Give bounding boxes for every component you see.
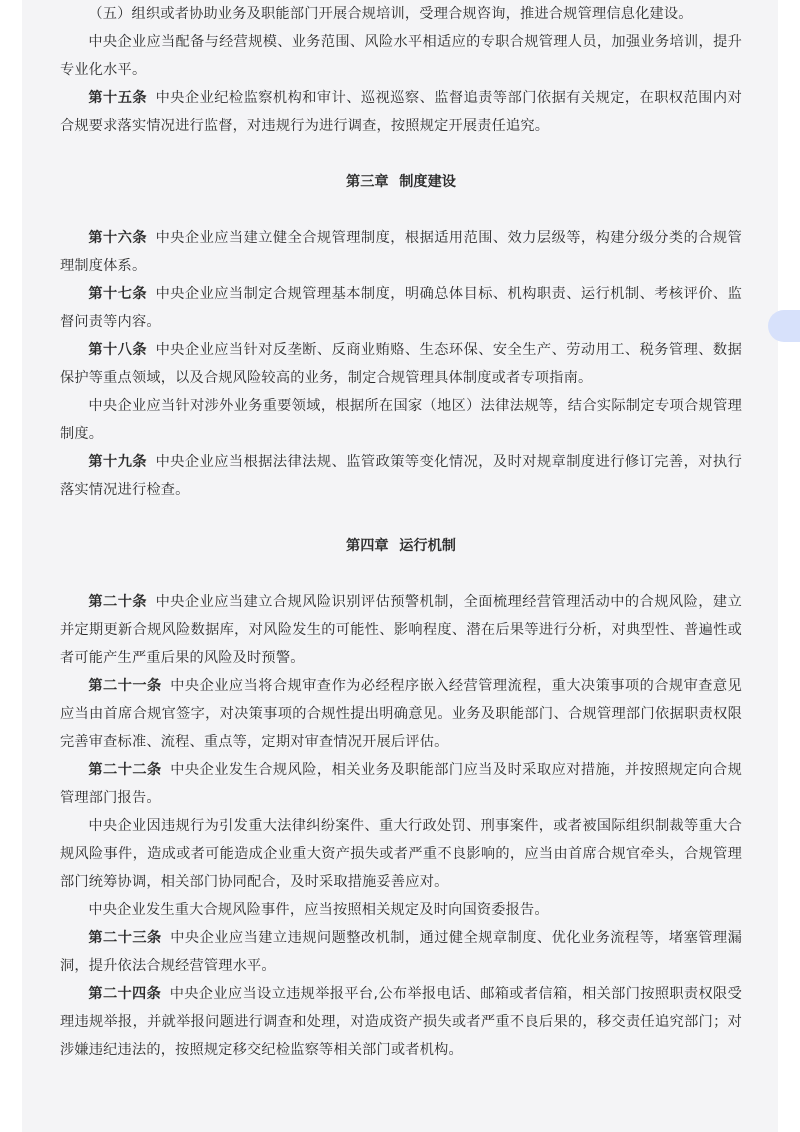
paragraph-text: 中央企业发生合规风险，相关业务及职能部门应当及时采取应对措施，并按照规定向合规管理部门报告。 bbox=[60, 762, 742, 806]
article-paragraph bbox=[60, 980, 742, 1064]
article-number: 第十五条 bbox=[88, 90, 148, 106]
article-paragraph bbox=[60, 588, 742, 672]
side-float-tab[interactable] bbox=[768, 310, 800, 342]
body-paragraph bbox=[60, 392, 742, 448]
paragraph-text: 中央企业应当设立违规举报平台,公布举报电话、邮箱或者信箱，相关部门按照职责权限受理违规举报，并就举报问题进行调查和处理，对造成资产损失或者严重不良后果的，移交责任追究部门；对涉嫌违纪违法的，按照规定移交纪检监察等相关部门或者机构。 bbox=[60, 986, 742, 1058]
paragraph-text: 中央企业应当建立违规问题整改机制，通过健全规章制度、优化业务流程等，堵塞管理漏洞，提升依法合规经营管理水平。 bbox=[60, 930, 742, 974]
chapter-number: 第四章 bbox=[346, 538, 389, 554]
article-number: 第二十一条 bbox=[88, 678, 162, 694]
body-paragraph bbox=[60, 0, 742, 28]
article-number: 第十九条 bbox=[88, 454, 148, 470]
paragraph-text: 中央企业应当将合规审查作为必经程序嵌入经营管理流程，重大决策事项的合规审查意见应当由首席合规官签字，对决策事项的合规性提出明确意见。业务及职能部门、合规管理部门依据职责权限完善审查标准、流程、重点等，定期对审查情况开展后评估。 bbox=[60, 678, 742, 750]
document-page bbox=[22, 0, 778, 1132]
article-paragraph bbox=[60, 280, 742, 336]
body-paragraph bbox=[60, 896, 742, 924]
paragraph-text: 中央企业应当建立合规风险识别评估预警机制，全面梳理经营管理活动中的合规风险，建立并定期更新合规风险数据库，对风险发生的可能性、影响程度、潜在后果等进行分析，对典型性、普遍性或者可能产生严重后果的风险及时预警。 bbox=[60, 594, 742, 666]
paragraph-text: 中央企业应当针对涉外业务重要领域，根据所在国家（地区）法律法规等，结合实际制定专项合规管理制度。 bbox=[60, 398, 742, 442]
body-paragraph bbox=[60, 812, 742, 896]
article-paragraph bbox=[60, 224, 742, 280]
document-content bbox=[60, 0, 742, 1064]
article-number: 第二十四条 bbox=[88, 986, 162, 1002]
top-paragraphs bbox=[60, 0, 742, 140]
paragraph-text: 中央企业纪检监察机构和审计、巡视巡察、监督追责等部门依据有关规定，在职权范围内对合规要求落实情况进行监督，对违规行为进行调查，按照规定开展责任追究。 bbox=[60, 90, 742, 134]
chapter-title: 运行机制 bbox=[399, 538, 456, 554]
article-number: 第二十三条 bbox=[88, 930, 162, 946]
article-number: 第十八条 bbox=[88, 342, 148, 358]
article-paragraph bbox=[60, 448, 742, 504]
article-number: 第十六条 bbox=[88, 230, 148, 246]
article-paragraph bbox=[60, 672, 742, 756]
article-number: 第二十条 bbox=[88, 594, 148, 610]
chapter-heading-3 bbox=[60, 168, 742, 196]
chapter-heading-4 bbox=[60, 532, 742, 560]
paragraph-text: 中央企业应当配备与经营规模、业务范围、风险水平相适应的专职合规管理人员，加强业务培训，提升专业化水平。 bbox=[60, 34, 742, 78]
paragraph-text: 中央企业应当针对反垄断、反商业贿赂、生态环保、安全生产、劳动用工、税务管理、数据保护等重点领域，以及合规风险较高的业务，制定合规管理具体制度或者专项指南。 bbox=[60, 342, 742, 386]
body-paragraph bbox=[60, 28, 742, 84]
chapter-3-paragraphs bbox=[60, 224, 742, 504]
paragraph-text: （五）组织或者协助业务及职能部门开展合规培训，受理合规咨询，推进合规管理信息化建设。 bbox=[88, 6, 693, 22]
chapter-4-paragraphs bbox=[60, 588, 742, 1064]
paragraph-text: 中央企业应当制定合规管理基本制度，明确总体目标、机构职责、运行机制、考核评价、监督问责等内容。 bbox=[60, 286, 742, 330]
paragraph-text: 中央企业应当根据法律法规、监管政策等变化情况，及时对规章制度进行修订完善，对执行落实情况进行检查。 bbox=[60, 454, 742, 498]
paragraph-text: 中央企业发生重大合规风险事件，应当按照相关规定及时向国资委报告。 bbox=[88, 902, 549, 918]
article-paragraph bbox=[60, 84, 742, 140]
article-number: 第十七条 bbox=[88, 286, 148, 302]
article-number: 第二十二条 bbox=[88, 762, 162, 778]
article-paragraph bbox=[60, 924, 742, 980]
chapter-title: 制度建设 bbox=[399, 174, 456, 190]
article-paragraph bbox=[60, 336, 742, 392]
article-paragraph bbox=[60, 756, 742, 812]
paragraph-text: 中央企业因违规行为引发重大法律纠纷案件、重大行政处罚、刑事案件，或者被国际组织制裁等重大合规风险事件，造成或者可能造成企业重大资产损失或者严重不良影响的，应当由首席合规官牵头，合规管理部门统筹协调，相关部门协同配合，及时采取措施妥善应对。 bbox=[60, 818, 742, 890]
chapter-number: 第三章 bbox=[346, 174, 389, 190]
paragraph-text: 中央企业应当建立健全合规管理制度，根据适用范围、效力层级等，构建分级分类的合规管理制度体系。 bbox=[60, 230, 742, 274]
